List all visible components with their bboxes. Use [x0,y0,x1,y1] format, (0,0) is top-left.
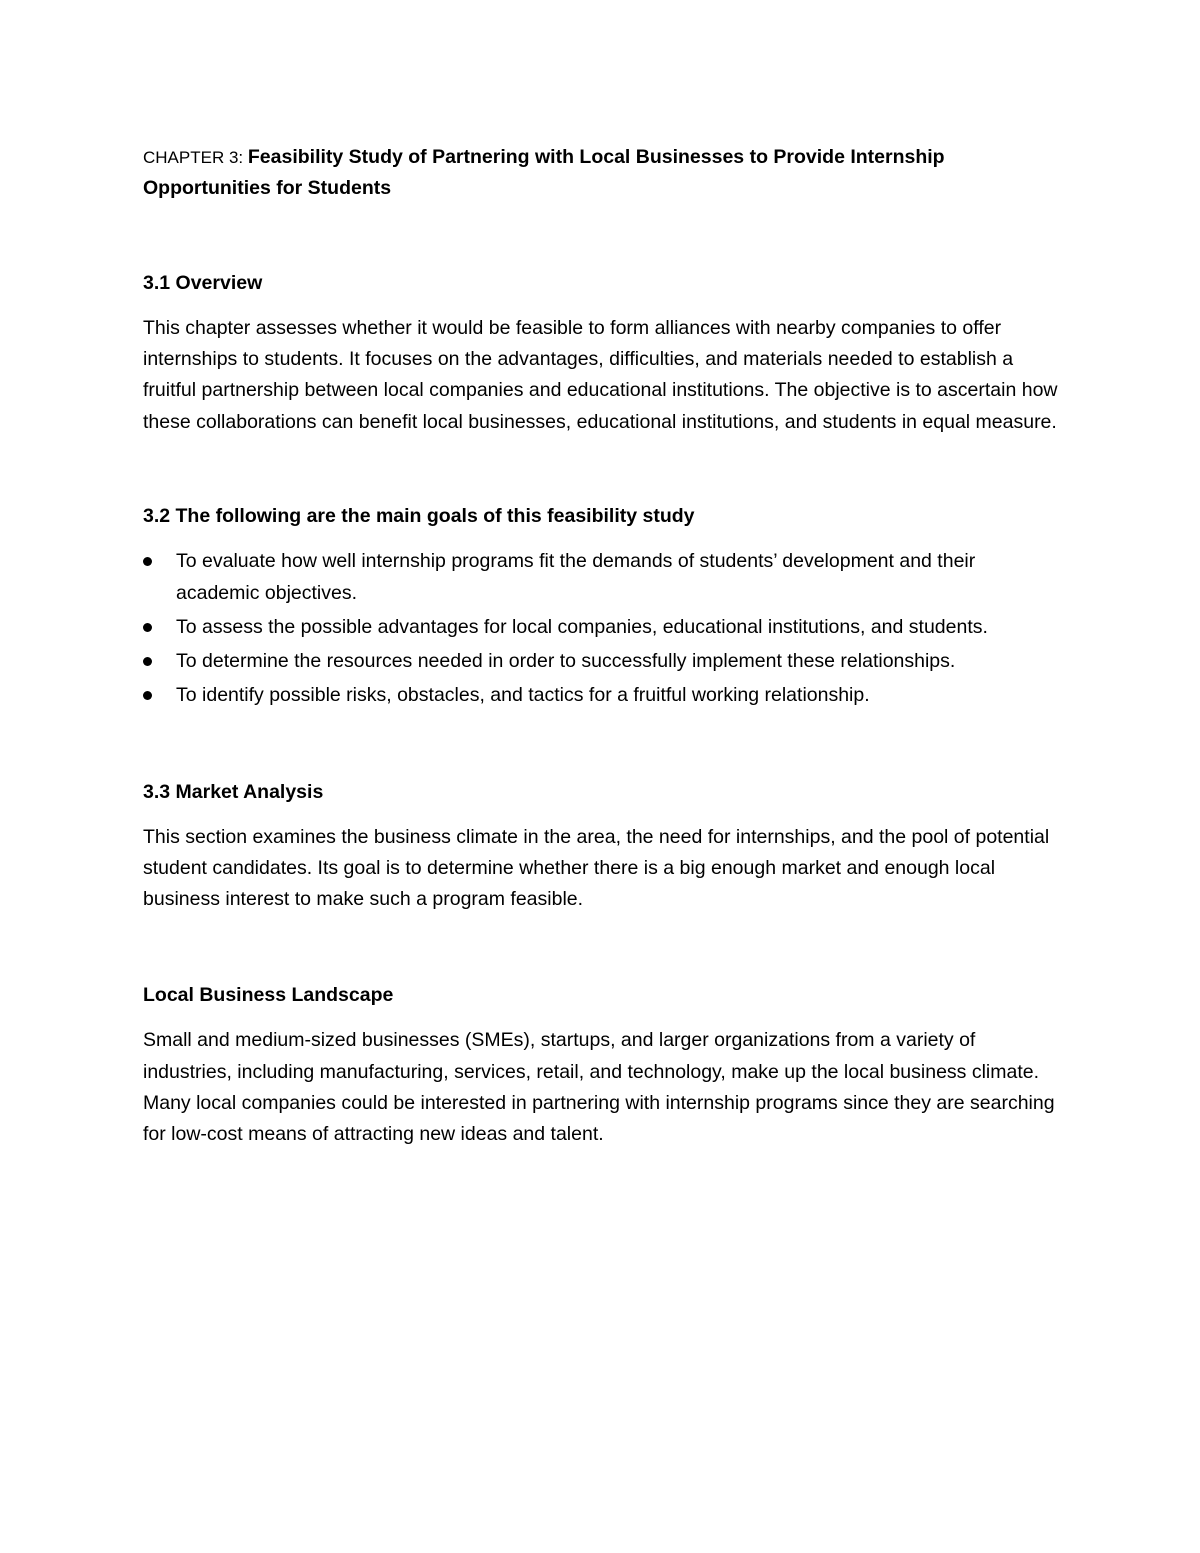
overview-heading: 3.1 Overview [143,272,263,294]
goal-text: To evaluate how well internship programs fit the demands of students’ development and their academic objectives. [176,549,976,604]
goal-text: To identify possible risks, obstacles, and tactics for a fruitful working relationship. [176,683,870,706]
document-page [143,142,1063,1150]
market-paragraph: This section examines the business climate in the area, the need for internships, and the pool of potential student candidates. Its goal is to determine whether there is a big enough market and enough local business interest to make such a program feasible. [143,825,1050,911]
list-item [143,545,1063,609]
goal-text: To determine the resources needed in order to successfully implement these relationships. [176,649,956,672]
bullet-icon [143,657,152,666]
landscape-heading: Local Business Landscape [143,984,394,1007]
section-market-analysis [143,777,1063,916]
section-goals [143,501,1063,711]
goals-list [143,545,1063,711]
overview-paragraph: This chapter assesses whether it would be feasible to form alliances with nearby companies to offer internships to students. It focuses on the advantages, difficulties, and materials needed to establish a fruitful partnership between local companies and educational institutions. The objective is to ascertain how these collaborations can benefit local businesses, educational institutions, and students in equal measure. [143,317,1058,433]
list-item [143,611,1063,643]
market-heading: 3.3 Market Analysis [143,780,324,803]
chapter-title-text: Feasibility Study of Partnering with Local Businesses to Provide Internship Opportunities for Students [143,146,945,199]
bullet-icon [143,557,152,566]
list-item [143,645,1063,677]
list-item [143,679,1063,711]
goal-text: To assess the possible advantages for local companies, educational institutions, and students. [176,615,988,638]
chapter-separator: : [238,148,248,167]
section-local-business-landscape [143,980,1063,1150]
bullet-icon [143,623,152,632]
goals-heading: 3.2 The following are the main goals of this feasibility study [143,504,695,527]
chapter-title [143,142,1063,204]
chapter-label: CHAPTER 3 [143,148,239,167]
bullet-icon [143,691,152,700]
section-overview [143,268,1063,438]
landscape-paragraph: Small and medium-sized businesses (SMEs), startups, and larger organizations from a variety of industries, including manufacturing, services, retail, and technology, make up the local business climate. Many local companies could be interested in partnering with internship programs since they are searching for low-cost means of attracting new ideas and talent. [143,1029,1055,1146]
